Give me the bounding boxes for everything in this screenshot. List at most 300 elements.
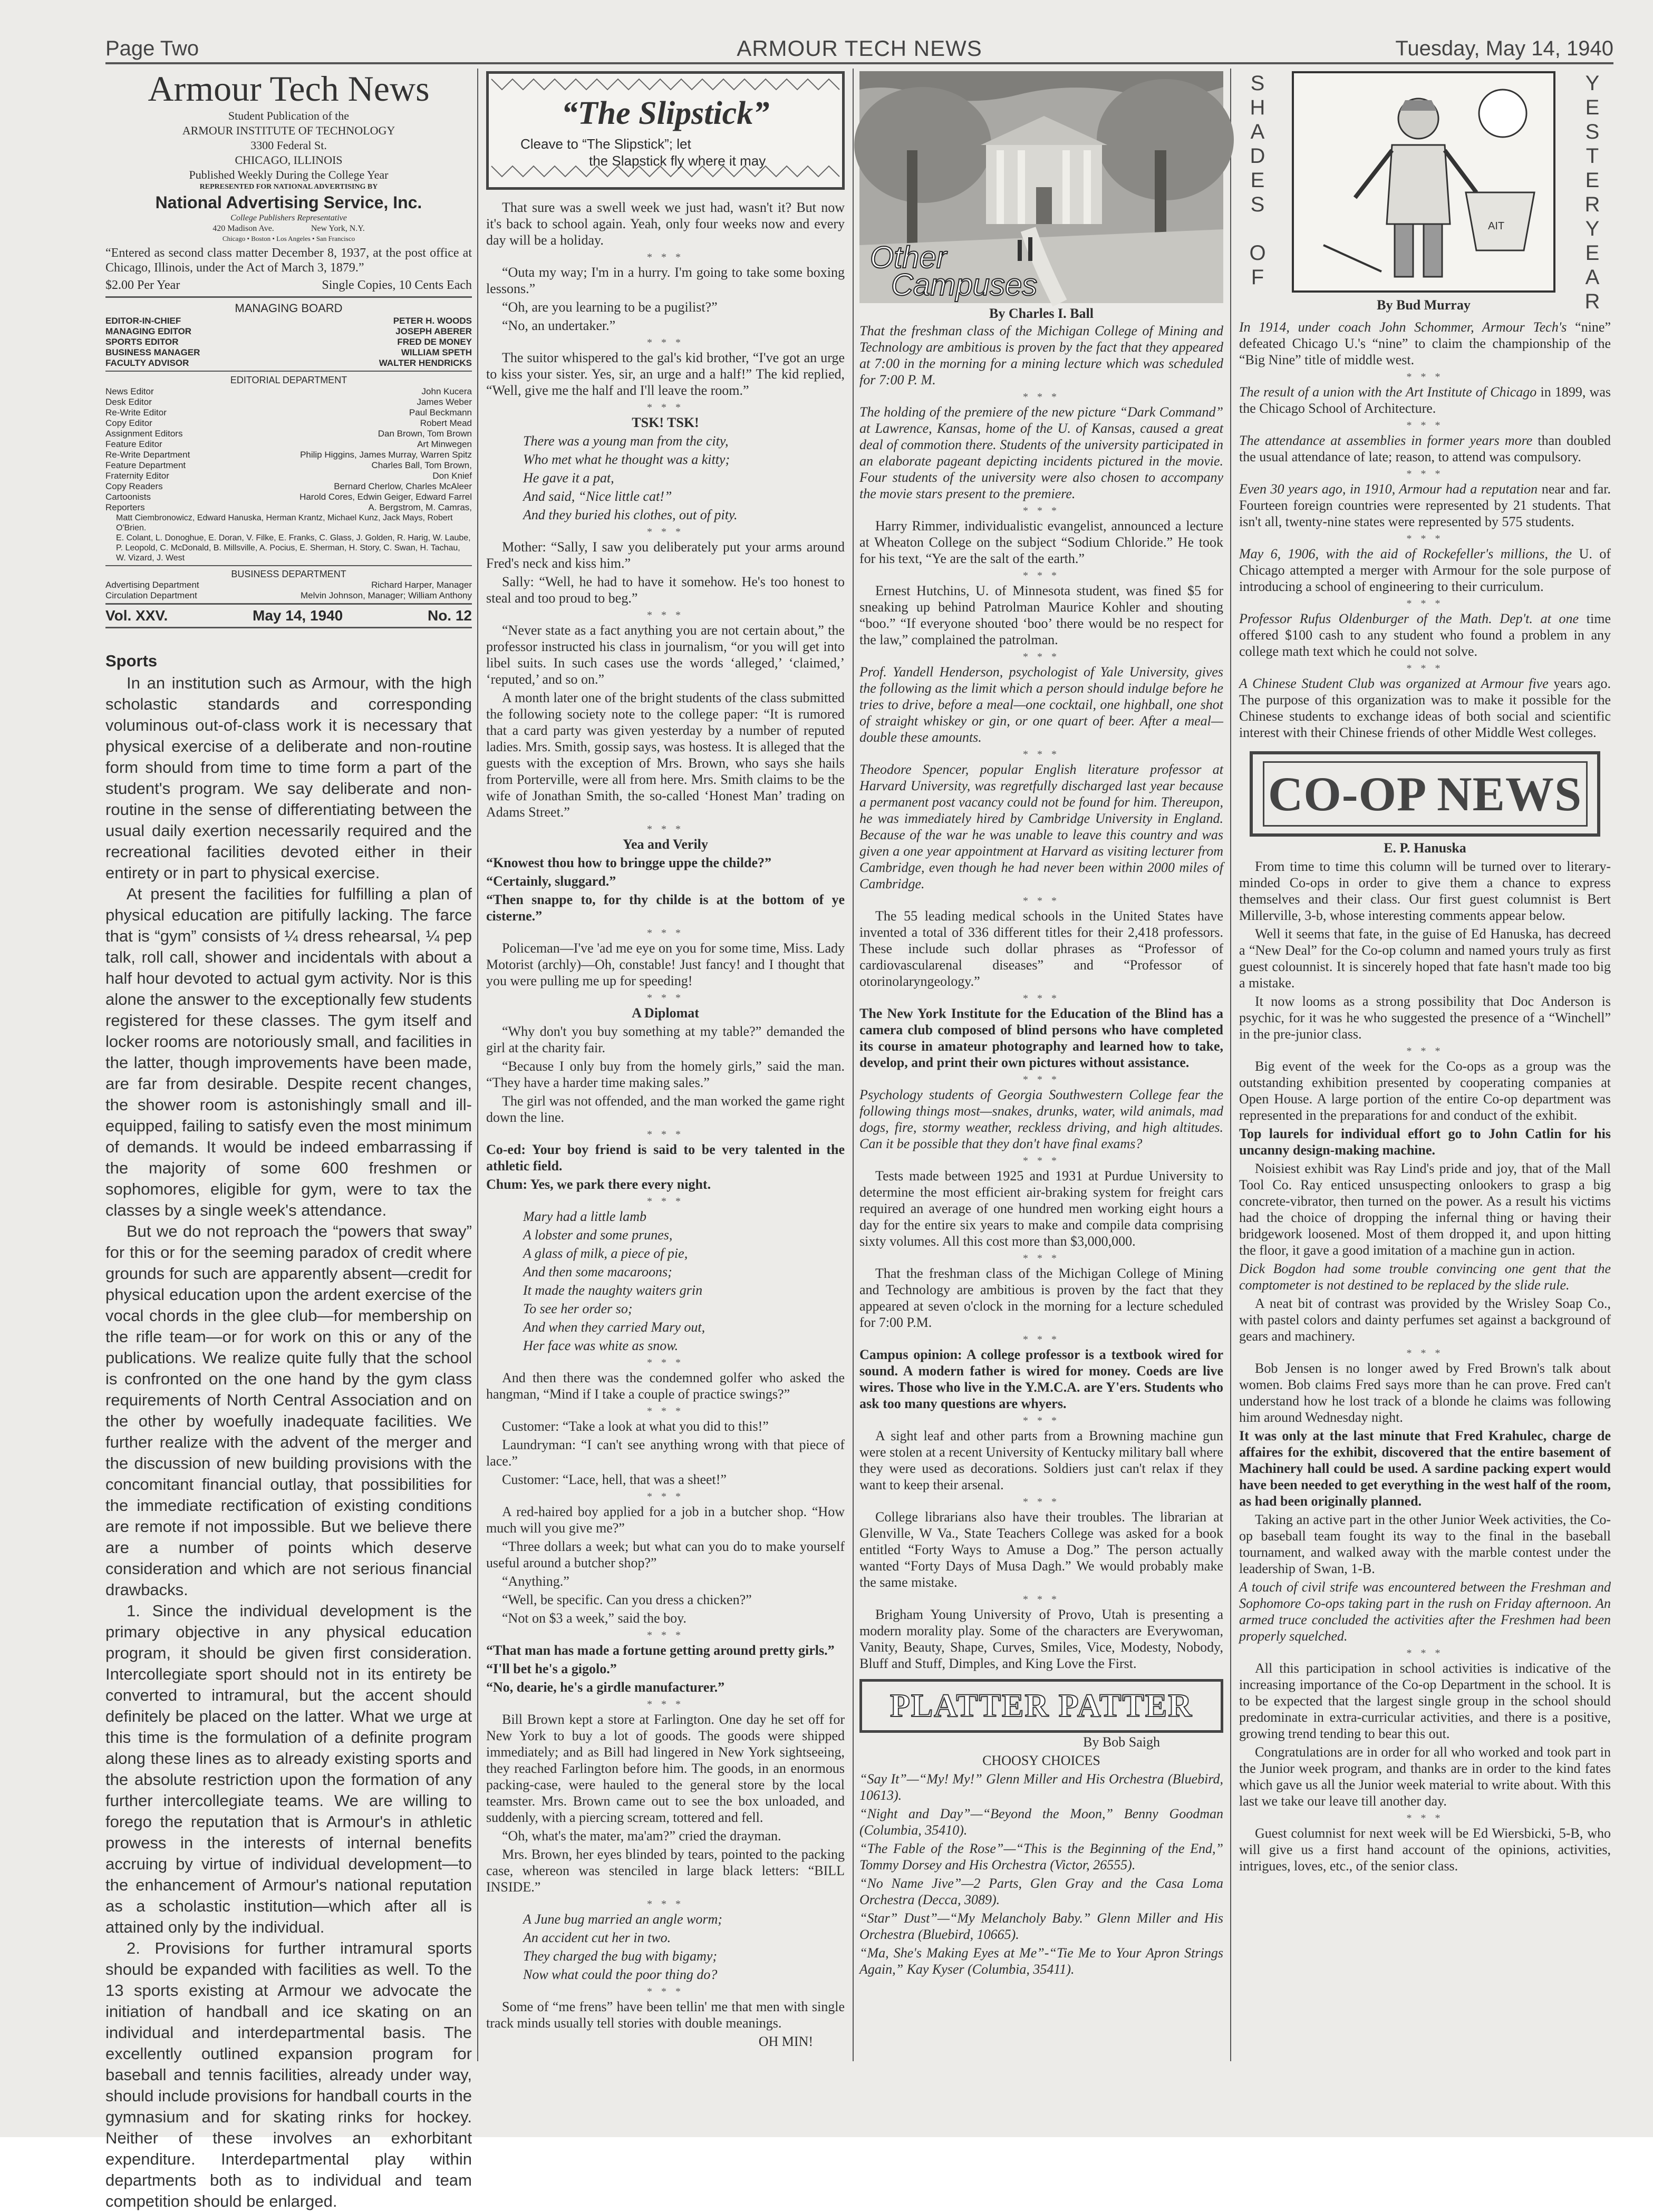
yesteryear-column xyxy=(1239,319,1611,741)
item-rest: than doubled the usual attendance of late; reason, to attend was compulsory. xyxy=(1239,433,1611,464)
star-separator: * * * xyxy=(1406,533,1444,545)
masthead-rule xyxy=(105,627,472,628)
verse-line: Now what could the poor thing do? xyxy=(523,1967,718,1982)
star-separator: * * * xyxy=(1023,1334,1060,1345)
item-paragraph: A sight leaf and other parts from a Browning machine gun were stolen at a recent University of Kentucky military ball where they were used as decorations. Soldiers just can't relax if they want to keep their arsenal. xyxy=(859,1428,1223,1492)
item-paragraph: “Certainly, sluggard.” xyxy=(486,874,616,889)
masthead-rule xyxy=(105,371,472,372)
editorial-heading: EDITORIAL DEPARTMENT xyxy=(230,375,347,385)
item-paragraph: “Never state as a fact anything you are not certain about,” the professor instructed his class in journalism, “or you will get into libel suits. In such cases use the words ‘alleged,’ ‘claimed,’ ‘reputed,’ and so on.” xyxy=(486,623,845,687)
staff-member-person: Harold Cores, Edwin Geiger, Edward Farrel xyxy=(299,492,472,502)
star-separator: * * * xyxy=(647,823,684,835)
rep-address-city: New York, N.Y. xyxy=(311,224,365,233)
item-rest: U. of Chicago attempted a merger with Armour for the sole purpose of introducing a school of engineering to their curriculum. xyxy=(1239,546,1611,594)
item-heading: A Diplomat xyxy=(632,1005,699,1021)
star-separator: * * * xyxy=(647,1129,684,1140)
item-paragraph xyxy=(1239,610,1611,659)
yesteryear-byline: By Bud Murray xyxy=(1377,297,1471,313)
rep-note: REPRESENTED FOR NATIONAL ADVERTISING BY xyxy=(199,183,378,191)
item-paragraph: It was only at the last minute that Fred Krahulec, charge de affaires for the exhibit, discovered that the entire basement of Machinery hall could be used. A sardine packing expert would have been needed to get everything in the west half of the room, as had been originally planned. xyxy=(1239,1428,1611,1509)
masthead xyxy=(105,69,472,244)
item-paragraph: “No, dearie, he's a girdle manufacturer.” xyxy=(486,1680,725,1695)
yesteryear-letters xyxy=(1574,71,1611,314)
item-paragraph: “Why don't you buy something at my table?” demanded the girl at the charity fair. xyxy=(486,1024,845,1055)
staff-member-person: Don Knief xyxy=(432,471,472,481)
sports-paragraph: 2. Provisions for further intramural sports should be expanded with facilities as well. To the 13 sports existing at Armour we advocate the initiation of handball and ice skating on an individual and interdepartmental basis. The excellently outlined expansion program for baseball and tennis facilities, already under way, should include provisions for handball courts in the gymnasium and for skating rinks for hockey. Neither of these involves an exhorbitant expenditure. Interdepartmental play within departments both as to individual and team competition should be enlarged. xyxy=(105,1939,472,2210)
star-separator: * * * xyxy=(1406,1347,1444,1359)
verse-line: And said, “Nice little cat!” xyxy=(523,489,672,504)
sports-paragraph: At present the facilities for fulfilling a plan of physical education are pitifully lacking. The farce that is “gym” consists of ¼ dress rehearsal, ¼ pep talk, roll call, shower and incidentals with about a half hour devoted to actual gym activity. Nor is this alone the answer to the exceptionally few students registered for these classes. The gym itself and locker rooms are notoriously small, and facilities in the latter, though improvements have been made, are far from desirable. Despite recent changes, the shower room is astonishingly small and ill-equipped, failing to satisfy even the most minimum of demands. It would be indeed embarrassing if the majority of some 600 freshmen or sophomores, eligible for gym, were to tax the classes by a single week's attendance. xyxy=(105,885,472,1219)
staff-member-person: Charles Ball, Tom Brown, xyxy=(371,460,472,470)
item-paragraph: “Well, be specific. Can you dress a chicken?” xyxy=(502,1592,752,1607)
column-divider xyxy=(1230,69,1231,2061)
item-paragraph: Theodore Spencer, popular English literature professor at Harvard University, was regretfully discharged last year because a permanent post vacancy could not be found for him. Thereupon, he was immediately hired by Cambridge University in England. Because of the war he was unable to leave this country and was given a one year appointment at Harvard as visiting lecturer from Cambridge, even though he had never been within 2000 miles of Cambridge. xyxy=(859,762,1223,891)
sports-editorial xyxy=(105,673,472,2212)
item-paragraph: Campus opinion: A college professor is a textbook wired for sound. A modern father is wired for money. Coeds are live wires. Those who live in the Y.M.C.A. are Y'ers. Students who ask too many questions are whyers. xyxy=(859,1347,1223,1411)
item-rest: years ago. The purpose of this organization was to make it possible for the Chinese students to exchange ideas of both social and scientific interest with their Chinese friends of other Middle West colleges. xyxy=(1239,676,1611,740)
item-paragraph: That sure was a swell week we just had, wasn't it? But now it's back to school again. Yeah, only four weeks now and every day will be a holiday. xyxy=(486,200,845,248)
banner-letter: R xyxy=(1584,193,1600,216)
item-paragraph: From time to time this column will be turned over to literary-minded Co-ops in order to give them a chance to express themselves and their class. Our first guest columnist is Bert Millerville, 3-b, whose interesting comments appear below. xyxy=(1239,859,1611,923)
svg-text:AIT: AIT xyxy=(1488,220,1505,232)
header-rule xyxy=(105,62,1613,64)
item-paragraph: “Outa my way; I'm in a hurry. I'm going to take some boxing lessons.” xyxy=(486,265,845,296)
masthead-line: Student Publication of the xyxy=(228,109,350,122)
editorial-staff xyxy=(105,386,472,513)
item-paragraph: And then there was the condemned golfer who asked the hangman, “Mind if I take a couple of practice swings?” xyxy=(486,1370,845,1402)
star-separator: * * * xyxy=(1023,651,1060,663)
yesteryear-banner xyxy=(1239,71,1611,319)
item-paragraph: Customer: “Lace, hell, that was a sheet!” xyxy=(502,1472,727,1487)
star-separator: * * * xyxy=(647,1898,684,1910)
verse-line: Who met what he thought was a kitty; xyxy=(523,452,730,467)
staff-member-person: Bernard Cherlow, Charles McAleer xyxy=(334,481,472,491)
verse-line: An accident cut her in two. xyxy=(523,1930,671,1945)
item-paragraph: Mother: “Sally, I saw you deliberately put your arms around Fred's neck and kiss him.” xyxy=(486,539,845,571)
item-paragraph: That the freshman class of the Michigan College of Mining and Technology are ambitious is proven by the fact that they appeared at 7:00 in the morning for a mining lecture which was scheduled for 7:00 P. M. xyxy=(859,323,1223,387)
item-paragraph: The New York Institute for the Education of the Blind has a camera club composed of blind persons who have completed its course in amateur photography and learned how to take, develop, and print their own pictures without assistance. xyxy=(859,1006,1223,1070)
star-separator: * * * xyxy=(1406,663,1444,674)
platter-subheading: CHOOSY CHOICES xyxy=(982,1753,1100,1768)
masthead-lines xyxy=(105,109,472,182)
campuses-column xyxy=(859,323,1223,1672)
banner-letter: E xyxy=(1585,169,1600,192)
item-lead: A Chinese Student Club was organized at Armour five xyxy=(1239,676,1549,691)
item-paragraph: Laundryman: “I can't see anything wrong with that piece of lace.” xyxy=(486,1437,845,1469)
banner-letter: D xyxy=(1250,144,1265,168)
board-member-person: JOSEPH ABERER xyxy=(395,326,472,336)
board-member-role: EDITOR-IN-CHIEF xyxy=(105,316,181,326)
star-separator: * * * xyxy=(1023,993,1060,1004)
record-listing: “Ma, She's Making Eyes at Me”-“Tie Me to Your Apron Strings Again,” Kay Kyser (Columbia, 35411). xyxy=(859,1945,1223,1977)
entered-notice: “Entered as second class matter December 8, 1937, at the post office at Chicago, Illinois, under the Act of March 3, 1879.” xyxy=(105,246,472,275)
single-copy-price: Single Copies, 10 Cents Each xyxy=(322,278,472,292)
column-yesteryear-coop xyxy=(1239,71,1611,2069)
item-paragraph: A touch of civil strife was encountered between the Freshman and Sophomore Co-ops taking part in the rush on Friday afternoon. An armed truce concluded the activities after the Freshmen had been properly squelched. xyxy=(1239,1579,1611,1644)
business-member xyxy=(105,590,472,601)
masthead-line: 3300 Federal St. xyxy=(250,139,327,152)
item-paragraph: The 55 leading medical schools in the United States have invented a total of 336 different titles for their 2,418 professors. These include such dollar phrases as “Professor of cardiovascularenal diseases” and “Professor of otorinolaryngeology.” xyxy=(859,908,1223,989)
staff-member-person: Philip Higgins, James Murray, Warren Spitz xyxy=(300,450,472,460)
sports-paragraph: 1. Since the individual development is the primary objective in any physical education program, it should be given first consideration. Intercollegiate sport should not in its entirety be converted to intramural, but the accent should definitely be placed on the latter. What we urge at this time is the formulation of a definite program along these lines as to already existing sports and the absolute restriction upon the formation of any further intercollegiate teams. We are willing to forego the reputation that is Armour's in athletic prowess in the interests of internal benefits accruing by virtue of individual development—to the enhancement of Armour's national reputation as a scholastic institution—which after all is attained only by the individual. xyxy=(105,1602,472,1936)
item-paragraph: Bill Brown kept a store at Farlington. One day he set off for New York to buy a lot of goods. The goods were shipped immediately; and as Bill had lingered in New York sightseeing, they reached Farlington before him. The goods, in an enormous packing-case, were hauled to the general store by the local teamster. Mrs. Brown came out to see the box unloaded, and suddenly, with a piercing scream, tottered and fell. xyxy=(486,1712,845,1825)
item-paragraph: Brigham Young University of Provo, Utah is presenting a modern morality play. Some of the characters are Everywoman, Vanity, Beauty, Shape, Curves, Smiles, Vice, Modesty, Nobody, Bluff and Stuff, Dimples, and King Love the First. xyxy=(859,1607,1223,1671)
banner-letter: Y xyxy=(1585,72,1600,95)
staff-member xyxy=(105,450,472,460)
star-separator: * * * xyxy=(647,927,684,939)
star-separator: * * * xyxy=(1406,1812,1444,1824)
rep-name: National Advertising Service, Inc. xyxy=(155,193,422,212)
issue-number: No. 12 xyxy=(427,607,472,624)
feature-staff-more: Matt Ciembronowicz, Edward Hanuska, Herman Krantz, Michael Kunz, Jack Mays, Robert O'Brien. xyxy=(116,513,453,532)
column-other-campuses xyxy=(859,71,1223,2069)
item-paragraph: Tests made between 1925 and 1931 at Purdue University to determine the most efficient air-braking system for freight cars required an average of one hundred men working eight hours a day for the entire six years to make and compile data comprising sixty volumes. All this cost more than $3,000,000. xyxy=(859,1168,1223,1249)
item-paragraph: “That man has made a fortune getting around pretty girls.” xyxy=(486,1643,835,1658)
slipstick-subtitle-2: the Slapstick fly where it may xyxy=(589,153,766,169)
item-paragraph: Ernest Hutchins, U. of Minnesota student, was fined $5 for sneaking up behind Patrolman Maurice Kohler and shouting “boo.” “If everyone shouted ‘boo’ there would be no respect for the law,” complained the patrolman. xyxy=(859,583,1223,647)
coop-news-inner-frame xyxy=(1263,761,1588,827)
verse-line: It made the naughty waiters grin xyxy=(523,1283,703,1298)
volume-row xyxy=(105,607,472,625)
star-separator: * * * xyxy=(1023,749,1060,760)
star-separator: * * * xyxy=(647,1491,684,1502)
item-paragraph xyxy=(1239,384,1611,416)
item-lead: In 1914, under coach John Schommer, Armour Tech's xyxy=(1239,319,1567,335)
business-member-person: Melvin Johnson, Manager; William Anthony xyxy=(300,590,472,600)
item-paragraph: “Then snappe to, for thy childe is at the bottom of ye cisterne.” xyxy=(486,892,845,924)
item-paragraph: Top laurels for individual effort go to John Catlin for his uncanny design-making machine. xyxy=(1239,1126,1611,1158)
masthead-line: CHICAGO, ILLINOIS xyxy=(235,153,343,167)
business-member-person: Richard Harper, Manager xyxy=(371,580,472,590)
staff-member xyxy=(105,429,472,439)
item-paragraph: “Three dollars a week; but what can you do to make yourself useful around a butcher shop?” xyxy=(486,1539,845,1570)
star-separator: * * * xyxy=(1023,1496,1060,1508)
item-paragraph: The holding of the premiere of the new picture “Dark Command” at Lawrence, Kansas, home of the U. of Kansas, caused a great deal of commotion there. Students of the university participated in an elaborate pageant depicting incidents pictured in the movie. Four students of the university were also chosen to accompany the movie stars present to the premiere. xyxy=(859,404,1223,501)
star-separator: * * * xyxy=(1406,468,1444,480)
banner-letter: S xyxy=(1250,193,1265,216)
staff-member xyxy=(105,418,472,429)
staff-member xyxy=(105,481,472,492)
verse-line: They charged the bug with bigamy; xyxy=(523,1948,718,1964)
board-member-role: BUSINESS MANAGER xyxy=(105,347,200,357)
item-paragraph: Dick Bogdon had some trouble convincing one gent that the comptometer is not destined to be replaced by the slide rule. xyxy=(1239,1261,1611,1293)
board-member xyxy=(105,326,472,337)
item-paragraph: Harry Rimmer, individualistic evangelist, announced a lecture at Wheaton College on the subject “Sodium Chloride.” He took for his text, “Ye are the salt of the earth.” xyxy=(859,518,1223,566)
staff-member-role: Copy Readers xyxy=(105,481,163,491)
cartoon-ballplayer-icon xyxy=(1292,71,1555,293)
masthead-line: ARMOUR INSTITUTE OF TECHNOLOGY xyxy=(182,124,395,137)
item-heading: Yea and Verily xyxy=(623,837,708,852)
item-paragraph: A month later one of the bright students of the class submitted the following society note to the college paper: “It is rumored that a card party was given yesterday by a number of reputed ladies. Mrs. Smith, gossip says, was hostess. It is alleged that the guests with the exception of Mrs. Brown, who says she hails from Porterville, were all from here. Mrs. Smith claims to be the wife of Jonathan Smith, the so-called ‘Honest Man’ trading on Adams Street.” xyxy=(486,690,845,820)
star-separator: * * * xyxy=(1023,391,1060,403)
staff-member xyxy=(105,439,472,450)
board-member xyxy=(105,347,472,358)
item-lead: The result of a union with the Art Institute of Chicago xyxy=(1239,384,1537,400)
coop-column xyxy=(1239,858,1611,1874)
item-paragraph: Mrs. Brown, her eyes blinded by tears, pointed to the packing case, whereon was stenciled in large black letters: “BILL INSIDE.” xyxy=(486,1847,845,1895)
staff-member xyxy=(105,460,472,471)
rep-sub: College Publishers Representative xyxy=(230,214,347,222)
item-paragraph: All this participation in school activities is indicative of the increasing importance of the Co-op Department in the school. It is to be expected that the largest single group in the school should predominate in extra-curricular activities, and there is a positive, growing trend tending to bear this out. xyxy=(1239,1661,1611,1741)
star-separator: * * * xyxy=(647,402,684,413)
campuses-illustration xyxy=(859,71,1223,303)
board-member xyxy=(105,316,472,326)
star-separator: * * * xyxy=(647,1357,684,1369)
banner-letter: F xyxy=(1251,266,1264,289)
verse-line: There was a young man from the city, xyxy=(523,433,729,449)
price-row xyxy=(105,277,472,293)
staff-member-person: A. Bergstrom, M. Camras, xyxy=(368,502,472,512)
staff-member-role: News Editor xyxy=(105,386,154,396)
item-paragraph: Sally: “Well, he had to have it somehow. He's too honest to steal and too proud to beg.” xyxy=(486,574,845,606)
star-separator: * * * xyxy=(1406,598,1444,609)
item-rest: time offered $100 cash to any student who found a problem in any college math text which he could not solve. xyxy=(1239,611,1611,659)
item-paragraph: That the freshman class of the Michigan College of Mining and Technology are ambitious is proven by the fact that they appeared at seven o'clock in the morning for a lecture scheduled for 7:00 P.M. xyxy=(859,1266,1223,1330)
record-listing: “Night and Day”—“Beyond the Moon,” Benny Goodman (Columbia, 35410). xyxy=(859,1806,1223,1838)
board-member-person: WALTER HENDRICKS xyxy=(379,358,472,368)
campuses-byline: By Charles I. Ball xyxy=(989,306,1094,321)
verse-line: A June bug married an angle worm; xyxy=(523,1912,722,1927)
staff-member-role: Feature Department xyxy=(105,460,186,470)
record-listing: “Star” Dust”—“My Melancholy Baby.” Glenn Miller and His Orchestra (Bluebird, 10665). xyxy=(859,1910,1223,1942)
star-separator: * * * xyxy=(1406,371,1444,383)
verse-line: And they buried his clothes, out of pity. xyxy=(523,507,738,522)
masthead-title: Armour Tech News xyxy=(148,69,430,109)
record-listing: “The Fable of the Rose”—“This is the Beginning of the End,” Tommy Dorsey and His Orchestra (Victor, 26555). xyxy=(859,1841,1223,1873)
star-separator: * * * xyxy=(1023,895,1060,907)
board-member-person: PETER H. WOODS xyxy=(393,316,472,326)
item-paragraph: “Because I only buy from the homely girls,” said the man. “They have a harder time making sales.” xyxy=(486,1059,845,1090)
banner-letter: A xyxy=(1585,266,1600,289)
business-heading: BUSINESS DEPARTMENT xyxy=(231,569,346,579)
banner-letter: E xyxy=(1250,169,1265,192)
item-paragraph: A red-haired boy applied for a job in a butcher shop. “How much will you give me?” xyxy=(486,1504,845,1536)
staff-member-role: Copy Editor xyxy=(105,418,152,428)
banner-letter: H xyxy=(1250,96,1265,119)
item-paragraph: Policeman—I've 'ad me eye on you for some time, Miss. Lady Motorist (archly)—Oh, constable! Just fancy! and I thought that you were pulling me up for speeding! xyxy=(486,940,845,988)
platter-patter-title: PLATTER PATTER xyxy=(890,1687,1193,1724)
item-paragraph: “Anything.” xyxy=(502,1574,569,1589)
staff-member-role: Desk Editor xyxy=(105,397,152,407)
star-separator: * * * xyxy=(647,992,684,1004)
item-paragraph: Guest columnist for next week will be Ed Wiersbicki, 5-B, who will give us a first hand account of the opinions, activities, intrigues, loves, etc., of the senior class. xyxy=(1239,1826,1611,1874)
banner-letter: S xyxy=(1250,72,1265,95)
reporters-more: E. Colant, L. Donoghue, E. Doran, V. Filke, E. Franks, C. Glass, J. Golden, R. Harig, W. Laube, P. Leopold, C. McDonald, B. Millsville, A. Pocius, E. Sherman, H. Story, C. Swan, H. Tachau, W. Vizard, J. West xyxy=(116,533,471,562)
staff-member-person: Art Minwegen xyxy=(417,439,472,449)
item-paragraph: “Knowest thou how to bringge uppe the childe?” xyxy=(486,855,771,870)
staff-member xyxy=(105,408,472,418)
board-member-role: SPORTS EDITOR xyxy=(105,337,179,347)
star-separator: * * * xyxy=(647,1699,684,1710)
star-separator: * * * xyxy=(1023,505,1060,517)
masthead-rule xyxy=(105,565,472,566)
page-header xyxy=(105,32,1613,63)
issue-date: Tuesday, May 14, 1940 xyxy=(1395,37,1613,60)
board-member xyxy=(105,337,472,347)
shades-of-letters xyxy=(1239,71,1276,289)
item-paragraph: Prof. Yandell Henderson, psychologist of Yale University, gives the following as the limit which a person should indulge before he tries to drive, before a meal—one cocktail, one highball, one shot of straight whiskey or gin, or one quart of beer. After a meal—double these amounts. xyxy=(859,664,1223,745)
star-separator: * * * xyxy=(647,251,684,263)
item-paragraph: Bob Jensen is no longer awed by Fred Brown's talk about women. Bob claims Fred says more than he can prove. Fred can't understand how he lost track of a blonde he claims was following him around Wednesday night. xyxy=(1239,1361,1611,1425)
star-separator: * * * xyxy=(1023,1594,1060,1605)
item-paragraph xyxy=(1239,432,1611,465)
banner-letter xyxy=(1239,217,1276,241)
column-masthead-sports xyxy=(105,69,472,2210)
managing-board xyxy=(105,316,472,368)
star-separator: * * * xyxy=(1023,1155,1060,1167)
newspaper-name: ARMOUR TECH NEWS xyxy=(737,36,982,61)
staff-member-role: Fraternity Editor xyxy=(105,471,169,481)
record-listing: “No Name Jive”—2 Parts, Glen Gray and the Casa Loma Orchestra (Decca, 3089). xyxy=(859,1876,1223,1907)
verse-line: Mary had a little lamb xyxy=(523,1209,646,1224)
rep-address xyxy=(105,224,472,234)
item-paragraph: Some of “me frens” have been tellin' me that men with single track minds usually tell stories with double meanings. xyxy=(486,1999,845,2031)
yearly-price: $2.00 Per Year xyxy=(105,278,180,292)
column-divider xyxy=(477,69,478,2061)
staff-member xyxy=(105,386,472,397)
item-rest: in 1899, was the Chicago School of Architecture. xyxy=(1239,384,1611,416)
verse-line: A glass of milk, a piece of pie, xyxy=(523,1246,688,1261)
item-paragraph xyxy=(1239,546,1611,595)
campuses-logo-line1: Other xyxy=(870,240,947,275)
rep-address-street: 420 Madison Ave. xyxy=(212,224,274,233)
star-separator: * * * xyxy=(647,337,684,348)
masthead-rule xyxy=(105,603,472,605)
item-paragraph xyxy=(1239,675,1611,741)
platter-list xyxy=(859,1771,1223,1977)
slipstick-signoff: OH MIN! xyxy=(758,2034,813,2049)
board-member-person: FRED DE MONEY xyxy=(397,337,472,347)
banner-letter: E xyxy=(1585,241,1600,265)
item-lead: The attendance at assemblies in former years more xyxy=(1239,433,1533,448)
managing-board-heading: MANAGING BOARD xyxy=(235,302,343,315)
item-paragraph xyxy=(1239,319,1611,368)
volume: Vol. XXV. xyxy=(105,607,168,624)
item-paragraph: Noisiest exhibit was Ray Lind's pride and joy, that of the Mall Tool Co. Ray enticed unsuspecting onlookers to grasp a big concrete-vibrator, then turned on the power. As a result his victims had the choice of dropping the infernal thing or having their bridgework loosened. Most of them dropped it, and upon hitting the floor, it gave a good imitation of a machine gun in action. xyxy=(1239,1161,1611,1258)
item-heading: TSK! TSK! xyxy=(632,415,699,430)
staff-member-person: Robert Mead xyxy=(420,418,472,428)
business-member-role: Circulation Department xyxy=(105,590,197,600)
coop-byline: E. P. Hanuska xyxy=(1384,840,1466,856)
item-paragraph: Customer: “Take a look at what you did to this!” xyxy=(502,1419,769,1434)
sports-paragraph: But we do not reproach the “powers that sway” for this or for the seeming paradox of credit where grounds for such are apparently absent—credit for physical education upon the ardent exercise of the vocal chords in the glee club—for membership on the rifle team—or for work on this or any of the publications. We realize quite fully that the school is confronted on the one hand by the gym class requirements of North Central Association and on the other by woefully inadequate facilities. We further realize with the advent of the merger and the discussion of new building provisions with the concomitant financial outlay, that possibilities for the immediate rectification of existing conditions are remote if not impossible. But we believe there are a number of points which deserve consideration and which are not serious financial drawbacks. xyxy=(105,1222,472,1599)
staff-member-role: Re-Write Editor xyxy=(105,408,167,418)
volume-date: May 14, 1940 xyxy=(253,607,343,624)
star-separator: * * * xyxy=(1406,1647,1444,1659)
banner-letter: E xyxy=(1585,96,1600,119)
item-paragraph: College librarians also have their troubles. The librarian at Glenville, W Va., State Teachers College was asked for a book entitled “Forty Ways to Amuse a Dog.” The person actually wanted “Forty Days of Musa Dagh.” We would probably make the same mistake. xyxy=(859,1509,1223,1590)
masthead-rule xyxy=(105,296,472,298)
staff-member-role: Feature Editor xyxy=(105,439,162,449)
star-separator: * * * xyxy=(1023,1415,1060,1427)
star-separator: * * * xyxy=(1406,420,1444,431)
star-separator: * * * xyxy=(1023,1074,1060,1085)
staff-member-role: Assignment Editors xyxy=(105,429,183,439)
item-paragraph: A neat bit of contrast was provided by the Wrisley Soap Co., with pastel colors and dainty perfumes set against a background of gears and machinery. xyxy=(1239,1296,1611,1344)
platter-patter-banner xyxy=(859,1679,1223,1733)
staff-member xyxy=(105,502,472,513)
item-lead: Even 30 years ago, in 1910, Armour had a reputation xyxy=(1239,481,1538,497)
banner-letter: A xyxy=(1250,120,1265,143)
item-paragraph: Big event of the week for the Co-ops as a group was the outstanding exhibition presented by cooperating companies at Open House. A large portion of the entire Co-op department was represented in the preparations for and conduct of the exhibit. xyxy=(1239,1059,1611,1123)
banner-letter: Y xyxy=(1585,217,1600,240)
board-member-person: WILLIAM SPETH xyxy=(401,347,472,357)
campuses-logo-line2: Campuses xyxy=(891,268,1038,302)
item-rest: near and far. Fourteen foreign countries were represented by 21 students. That isn't all, twenty-nine states were represented by 575 students. xyxy=(1239,481,1611,529)
star-separator: * * * xyxy=(647,526,684,538)
business-member-role: Advertising Department xyxy=(105,580,199,590)
item-lead: Professor Rufus Oldenburger of the Math. Dep't. at one xyxy=(1239,611,1579,626)
banner-letter: R xyxy=(1584,290,1600,313)
item-rest: “nine” defeated Chicago U.'s “nine” to claim the championship of the “Big Nine” title of middle west. xyxy=(1239,319,1611,367)
item-paragraph: The suitor whispered to the gal's kid brother, “I've got an urge to kiss your sister. Yes, sir, an urge and a half!” The kid replied, “Well, give me the half and I'll leave the room.” xyxy=(486,350,845,398)
slipstick-banner xyxy=(486,71,845,190)
item-paragraph: “Oh, what's the mater, ma'am?” cried the drayman. xyxy=(502,1828,781,1844)
slipstick-column xyxy=(486,199,845,2031)
sports-paragraph: In an institution such as Armour, with the high scholastic standards and corresponding voluminous out-of-class work it is necessary that physical exercise of a deliberate and non-routine form should from time to time form a part of the student's program. We say deliberate and non-routine in the sense of differentiating between the usual daily exertion necessarily required and the recreational facilities devoted either in their entirety or in part to physical exercise. xyxy=(105,674,472,882)
record-listing: “Say It”—“My! My!” Glenn Miller and His Orchestra (Bluebird, 10613). xyxy=(859,1771,1223,1803)
staff-member-person: James Weber xyxy=(417,397,472,407)
item-paragraph: Chum: Yes, we park there every night. xyxy=(486,1177,711,1192)
board-member-role: MANAGING EDITOR xyxy=(105,326,192,336)
column-slipstick xyxy=(486,71,845,2069)
item-paragraph: Well it seems that fate, in the guise of Ed Hanuska, has decreed a “New Deal” for the Co-op column and named yours truly as first guest colounnist. It is sincerely hoped that fate hasn't made too big a mistake. xyxy=(1239,926,1611,991)
star-separator: * * * xyxy=(1023,1253,1060,1264)
sports-editorial-title: Sports xyxy=(105,652,158,670)
item-paragraph: “I'll bet he's a gigolo.” xyxy=(486,1661,617,1676)
page-number: Page Two xyxy=(105,37,199,60)
verse-line: And when they carried Mary out, xyxy=(523,1320,705,1335)
star-separator: * * * xyxy=(1406,1045,1444,1057)
item-paragraph xyxy=(1239,481,1611,530)
star-separator: * * * xyxy=(1023,570,1060,581)
banner-letter: T xyxy=(1586,144,1599,168)
business-staff xyxy=(105,580,472,601)
staff-member-role: Reporters xyxy=(105,502,145,512)
column-divider xyxy=(853,69,854,2061)
staff-member xyxy=(105,492,472,502)
slipstick-subtitle-1: Cleave to “The Slipstick”; let xyxy=(520,136,691,152)
item-paragraph: Congratulations are in order for all who worked and took part in the Junior week program, and thanks are in order to the kind fates which gave us all the Junior week material to write about. With this last we take our leave till another day. xyxy=(1239,1744,1611,1809)
item-paragraph: “No, an undertaker.” xyxy=(502,318,616,333)
board-member-role: FACULTY ADVISOR xyxy=(105,358,189,368)
staff-member-role: Cartoonists xyxy=(105,492,151,502)
slipstick-title: “The Slipstick” xyxy=(561,95,770,131)
rep-cities: Chicago • Boston • Los Angeles • San Francisco xyxy=(222,235,355,242)
verse-line: A lobster and some prunes, xyxy=(523,1227,673,1243)
verse-line: Her face was white as snow. xyxy=(523,1338,679,1353)
banner-letter: O xyxy=(1249,241,1266,265)
item-paragraph: Psychology students of Georgia Southwestern College fear the following things most—snakes, drunks, water, wild animals, mad dogs, fire, stormy weather, reckless driving, and high altitudes. Can it be possible that they don't have final exams? xyxy=(859,1087,1223,1151)
star-separator: * * * xyxy=(647,1405,684,1417)
coop-news-title: CO-OP NEWS xyxy=(1268,767,1582,821)
item-paragraph: The girl was not offended, and the man worked the game right down the line. xyxy=(486,1093,845,1125)
verse-line: He gave it a pat, xyxy=(523,470,614,486)
staff-member xyxy=(105,471,472,481)
item-paragraph: “Not on $3 a week,” said the boy. xyxy=(502,1611,687,1626)
star-separator: * * * xyxy=(647,1629,684,1641)
star-separator: * * * xyxy=(647,1196,684,1207)
board-member xyxy=(105,358,472,368)
item-paragraph: It now looms as a strong possibility that Doc Anderson is psychic, for it was he who suggested the presence of a “Winchell” in the pre-junior class. xyxy=(1239,994,1611,1042)
verse-line: And then some macaroons; xyxy=(523,1264,672,1279)
item-paragraph: “Oh, are you learning to be a pugilist?” xyxy=(502,299,718,315)
item-paragraph: Co-ed: Your boy friend is said to be very talented in the athletic field. xyxy=(486,1142,845,1173)
star-separator: * * * xyxy=(647,609,684,621)
staff-member-role: Re-Write Department xyxy=(105,450,190,460)
staff-member xyxy=(105,397,472,408)
verse-line: To see her order so; xyxy=(523,1301,633,1316)
